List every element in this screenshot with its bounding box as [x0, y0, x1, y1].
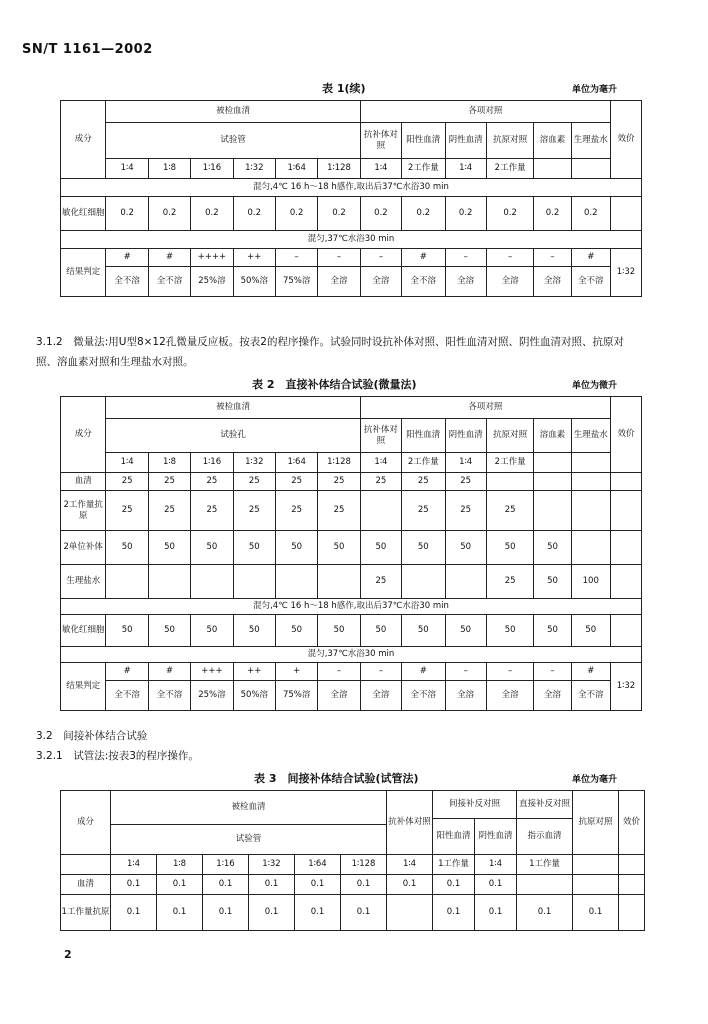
t2-result-text: 75%溶 — [275, 681, 317, 711]
t1-dilution: 1∶4 — [106, 159, 148, 179]
section-3-1-2-text: 3.1.2 微量法:用U型8×12孔微量反应板。按表2的程序操作。试验同时设抗补体对照、阳性血清对照、阴性血清对照、抗原对照、溶血素对照和生理盐水对照。 — [36, 336, 624, 368]
t2-cell: 50 — [191, 531, 233, 565]
t1-rbc-value: 0.2 — [445, 197, 486, 231]
t2-h-potency: 效价 — [610, 397, 641, 473]
t2-rbc-value: 50 — [360, 615, 401, 647]
t1-result-symbol: – — [445, 249, 486, 267]
t2-rbc-value: 50 — [571, 615, 610, 647]
t2-cell: 50 — [233, 531, 275, 565]
t1-h-control: 阳性血清 — [402, 123, 445, 159]
t1-result-symbol: – — [486, 249, 534, 267]
t1-dilution: 1∶16 — [191, 159, 233, 179]
t3-h-neg: 阴性血清 — [475, 819, 517, 855]
t3-cell: 0.1 — [203, 875, 249, 895]
table3-caption: 表 3 间接补体结合试验(试管法) — [254, 772, 419, 785]
t2-h-tube: 试验孔 — [106, 419, 360, 453]
t3-cell: 0.1 — [517, 895, 573, 931]
t1-result-text: 全不溶 — [106, 267, 148, 297]
t3-cell: 0.1 — [475, 895, 517, 931]
t3-cell: 0.1 — [341, 875, 387, 895]
t2-cell: 50 — [402, 531, 445, 565]
t1-result-symbol: ++++ — [191, 249, 233, 267]
t1-result-text: 全不溶 — [571, 267, 610, 297]
t3-cell: 0.1 — [341, 895, 387, 931]
t3-cell: 0.1 — [203, 895, 249, 931]
t2-cell — [275, 565, 317, 599]
t2-result-label: 结果判定 — [61, 663, 106, 711]
t1-dilution: 1∶4 — [445, 159, 486, 179]
t2-result-symbol: # — [106, 663, 148, 681]
t2-result-text: 25%溶 — [191, 681, 233, 711]
t2-h-controls: 各项对照 — [360, 397, 610, 419]
t2-rbc-label: 敏化红细胞 — [61, 615, 106, 647]
t2-row-label: 血清 — [61, 473, 106, 491]
table1-unit: 单位为毫升 — [572, 85, 618, 95]
t2-result-symbol: ++ — [233, 663, 275, 681]
t2-dilution: 1∶8 — [148, 453, 190, 473]
t1-result-text: 全溶 — [486, 267, 534, 297]
t2-result-text: 全不溶 — [402, 681, 445, 711]
t3-cell: 0.1 — [573, 895, 619, 931]
table-1-continued — [60, 100, 642, 297]
t1-result-symbol: # — [106, 249, 148, 267]
t3-dilution: 1工作量 — [433, 855, 475, 875]
t2-result-symbol: + — [275, 663, 317, 681]
t2-cell: 50 — [318, 531, 360, 565]
t2-cell — [534, 491, 571, 531]
t3-cell: 0.1 — [157, 875, 203, 895]
t2-result-symbol: # — [571, 663, 610, 681]
t2-cell — [318, 565, 360, 599]
t1-potency-value: 1∶32 — [610, 249, 641, 297]
t2-row-label: 生理盐水 — [61, 565, 106, 599]
table-2 — [60, 396, 642, 711]
t1-rbc-value: 0.2 — [534, 197, 571, 231]
t2-cell — [191, 565, 233, 599]
t3-h-component: 成分 — [61, 791, 111, 855]
t1-result-symbol: – — [275, 249, 317, 267]
t2-result-symbol: – — [360, 663, 401, 681]
t1-result-text: 全不溶 — [148, 267, 190, 297]
t2-cell: 25 — [360, 473, 401, 491]
t2-cell — [233, 565, 275, 599]
t3-h-serum: 被检血清 — [111, 791, 387, 825]
t2-h-control: 生理盐水 — [571, 419, 610, 453]
t3-h-direct: 直接补反对照 — [517, 791, 573, 819]
t1-h-tube: 试验管 — [106, 123, 360, 159]
t2-cell: 50 — [360, 531, 401, 565]
t2-cell: 25 — [318, 473, 360, 491]
t2-result-symbol: +++ — [191, 663, 233, 681]
document-header: SN/T 1161—2002 — [22, 42, 153, 57]
t2-cell: 25 — [233, 491, 275, 531]
t2-cell — [571, 473, 610, 491]
t2-mix-note: 混匀,37℃水浴30 min — [61, 647, 642, 663]
t3-cell: 0.1 — [249, 875, 295, 895]
t2-result-text: 全溶 — [534, 681, 571, 711]
t2-cell — [402, 565, 445, 599]
t3-h-indirect: 间接补反对照 — [433, 791, 517, 819]
t2-result-symbol: # — [402, 663, 445, 681]
t3-cell: 0.1 — [249, 895, 295, 931]
t2-dilution: 1∶64 — [275, 453, 317, 473]
t3-row-label: 血清 — [61, 875, 111, 895]
t2-cell: 25 — [275, 473, 317, 491]
t3-cell: 0.1 — [295, 895, 341, 931]
t3-cell: 0.1 — [387, 875, 433, 895]
t1-result-text: 全溶 — [534, 267, 571, 297]
section-3-2-heading: 3.2 间接补体结合试验 — [36, 730, 148, 742]
t2-cell: 25 — [486, 565, 534, 599]
table3-unit: 单位为毫升 — [572, 775, 618, 785]
t1-result-text: 25%溶 — [191, 267, 233, 297]
t1-result-text: 全溶 — [318, 267, 360, 297]
t2-cell: 50 — [486, 531, 534, 565]
t2-cell — [571, 531, 610, 565]
t1-h-serum: 被检血清 — [106, 101, 360, 123]
t2-result-text: 全溶 — [445, 681, 486, 711]
t2-cell: 50 — [148, 531, 190, 565]
t1-result-symbol: # — [148, 249, 190, 267]
t1-rbc-value: 0.2 — [402, 197, 445, 231]
t2-cell — [106, 565, 148, 599]
t1-rbc-value: 0.2 — [275, 197, 317, 231]
t2-cell — [360, 491, 401, 531]
t2-cell — [445, 565, 486, 599]
t2-dilution: 1∶128 — [318, 453, 360, 473]
t3-cell: 0.1 — [475, 875, 517, 895]
t3-h-antigen: 抗原对照 — [573, 791, 619, 855]
t1-result-text: 75%溶 — [275, 267, 317, 297]
t2-cell: 50 — [534, 531, 571, 565]
t2-cell — [571, 491, 610, 531]
t2-result-text: 全溶 — [318, 681, 360, 711]
t1-dilution: 1∶128 — [318, 159, 360, 179]
t2-h-control: 抗原对照 — [486, 419, 534, 453]
t3-dilution: 1∶32 — [249, 855, 295, 875]
t1-incubation-note: 混匀,4℃ 16 h～18 h感作,取出后37℃水浴30 min — [61, 179, 642, 197]
t2-cell: 25 — [275, 491, 317, 531]
t2-cell: 25 — [318, 491, 360, 531]
t2-cell: 50 — [275, 531, 317, 565]
t1-h-control: 抗补体对照 — [360, 123, 401, 159]
t2-result-symbol: – — [318, 663, 360, 681]
t1-rbc-value: 0.2 — [571, 197, 610, 231]
t1-rbc-value: 0.2 — [191, 197, 233, 231]
t2-row-label: 2单位补体 — [61, 531, 106, 565]
t1-result-text: 全溶 — [360, 267, 401, 297]
t3-cell: 0.1 — [295, 875, 341, 895]
t2-cell: 25 — [445, 473, 486, 491]
t2-cell: 25 — [486, 491, 534, 531]
section-3-2-1-text: 3.2.1 试管法:按表3的程序操作。 — [36, 750, 199, 762]
table2-caption: 表 2 直接补体结合试验(微量法) — [252, 378, 417, 391]
t2-cell — [486, 473, 534, 491]
t2-rbc-value: 50 — [106, 615, 148, 647]
t3-dilution: 1∶4 — [475, 855, 517, 875]
t3-cell: 0.1 — [433, 895, 475, 931]
t2-result-symbol: – — [534, 663, 571, 681]
t3-dilution: 1∶16 — [203, 855, 249, 875]
t3-cell: 0.1 — [111, 895, 157, 931]
t1-rbc-value: 0.2 — [233, 197, 275, 231]
t3-h-pos: 阳性血清 — [433, 819, 475, 855]
t2-result-text: 全溶 — [360, 681, 401, 711]
t2-h-control: 阴性血清 — [445, 419, 486, 453]
t3-cell — [573, 875, 619, 895]
t2-cell: 25 — [233, 473, 275, 491]
t1-mix-note: 混匀,37℃水浴30 min — [61, 231, 642, 249]
t2-rbc-value: 50 — [191, 615, 233, 647]
t1-result-symbol: – — [534, 249, 571, 267]
t1-result-symbol: ++ — [233, 249, 275, 267]
t1-h-component: 成分 — [61, 101, 106, 179]
t1-rbc-value: 0.2 — [148, 197, 190, 231]
t1-rbc-value: 0.2 — [486, 197, 534, 231]
t2-cell: 100 — [571, 565, 610, 599]
t2-potency-value: 1∶32 — [610, 663, 641, 711]
t2-result-text: 全不溶 — [148, 681, 190, 711]
t3-h-anticomp: 抗补体对照 — [387, 791, 433, 855]
t2-rbc-value: 50 — [148, 615, 190, 647]
t2-h-control: 溶血素 — [534, 419, 571, 453]
t2-h-component: 成分 — [61, 397, 106, 473]
t2-result-text: 50%溶 — [233, 681, 275, 711]
t3-dilution: 1∶4 — [111, 855, 157, 875]
t2-result-text: 全不溶 — [106, 681, 148, 711]
t2-incubation-note: 混匀,4℃ 16 h～18 h感作,取出后37℃水浴30 min — [61, 599, 642, 615]
t3-dilution: 1∶128 — [341, 855, 387, 875]
t1-h-control: 阴性血清 — [445, 123, 486, 159]
table2-unit: 单位为微升 — [572, 381, 618, 391]
t2-dilution: 1∶4 — [445, 453, 486, 473]
t2-cell: 50 — [106, 531, 148, 565]
t2-rbc-value: 50 — [402, 615, 445, 647]
table1-caption: 表 1(续) — [322, 82, 366, 95]
t1-dilution: 2工作量 — [486, 159, 534, 179]
t2-dilution: 1∶4 — [106, 453, 148, 473]
t2-dilution: 1∶4 — [360, 453, 401, 473]
t3-h-tube: 试验管 — [111, 825, 387, 855]
t2-cell — [534, 473, 571, 491]
t2-result-text: 全不溶 — [571, 681, 610, 711]
t1-rbc-value: 0.2 — [360, 197, 401, 231]
t1-h-control: 溶血素 — [534, 123, 571, 159]
t2-h-control: 抗补体对照 — [360, 419, 401, 453]
t3-cell — [387, 895, 433, 931]
t1-rbc-value: 0.2 — [106, 197, 148, 231]
t2-cell: 50 — [445, 531, 486, 565]
t2-rbc-value: 50 — [534, 615, 571, 647]
t3-cell — [517, 875, 573, 895]
t1-dilution: 1∶4 — [360, 159, 401, 179]
t2-h-serum: 被检血清 — [106, 397, 360, 419]
t2-cell: 25 — [191, 491, 233, 531]
t2-rbc-value: 50 — [445, 615, 486, 647]
t2-cell — [148, 565, 190, 599]
t3-dilution: 1工作量 — [517, 855, 573, 875]
t2-row-label: 2工作量抗原 — [61, 491, 106, 531]
t1-h-control: 抗原对照 — [486, 123, 534, 159]
t3-dilution: 1∶8 — [157, 855, 203, 875]
t1-h-potency: 效价 — [610, 101, 641, 179]
t2-dilution: 2工作量 — [402, 453, 445, 473]
t1-rbc-label: 敏化红细胞 — [61, 197, 106, 231]
table-3 — [60, 790, 645, 931]
t3-cell: 0.1 — [157, 895, 203, 931]
t2-dilution: 2工作量 — [486, 453, 534, 473]
t1-result-symbol: – — [318, 249, 360, 267]
t1-dilution: 1∶32 — [233, 159, 275, 179]
t3-dilution: 1∶4 — [387, 855, 433, 875]
t2-cell: 25 — [191, 473, 233, 491]
t3-cell: 0.1 — [433, 875, 475, 895]
t2-result-symbol: # — [148, 663, 190, 681]
t1-result-symbol: # — [571, 249, 610, 267]
t1-result-text: 50%溶 — [233, 267, 275, 297]
t1-h-control: 生理盐水 — [571, 123, 610, 159]
t2-cell: 25 — [148, 491, 190, 531]
t1-result-text: 全不溶 — [402, 267, 445, 297]
t1-result-label: 结果判定 — [61, 249, 106, 297]
t3-dilution: 1∶64 — [295, 855, 341, 875]
t1-h-controls: 各项对照 — [360, 101, 610, 123]
t1-rbc-value: 0.2 — [318, 197, 360, 231]
t2-cell: 25 — [148, 473, 190, 491]
t2-cell: 25 — [402, 473, 445, 491]
t1-result-symbol: # — [402, 249, 445, 267]
t2-result-text: 全溶 — [486, 681, 534, 711]
t2-cell: 50 — [534, 565, 571, 599]
t1-result-symbol: – — [360, 249, 401, 267]
t2-cell: 25 — [445, 491, 486, 531]
t2-cell: 25 — [402, 491, 445, 531]
page-number: 2 — [64, 948, 72, 961]
t3-h-indicator: 指示血清 — [517, 819, 573, 855]
t2-result-symbol: – — [486, 663, 534, 681]
t1-dilution: 2工作量 — [402, 159, 445, 179]
t2-rbc-value: 50 — [486, 615, 534, 647]
t1-result-text: 全溶 — [445, 267, 486, 297]
t2-rbc-value: 50 — [275, 615, 317, 647]
t2-rbc-value: 50 — [318, 615, 360, 647]
t3-h-potency: 效价 — [619, 791, 645, 855]
t2-result-symbol: – — [445, 663, 486, 681]
t2-rbc-value: 50 — [233, 615, 275, 647]
t2-dilution: 1∶16 — [191, 453, 233, 473]
t1-dilution: 1∶8 — [148, 159, 190, 179]
t2-cell: 25 — [106, 473, 148, 491]
t2-cell: 25 — [360, 565, 401, 599]
t2-cell: 25 — [106, 491, 148, 531]
t2-dilution: 1∶32 — [233, 453, 275, 473]
t1-dilution: 1∶64 — [275, 159, 317, 179]
t3-cell: 0.1 — [111, 875, 157, 895]
t3-row-label: 1工作量抗原 — [61, 895, 111, 931]
t2-h-control: 阳性血清 — [402, 419, 445, 453]
